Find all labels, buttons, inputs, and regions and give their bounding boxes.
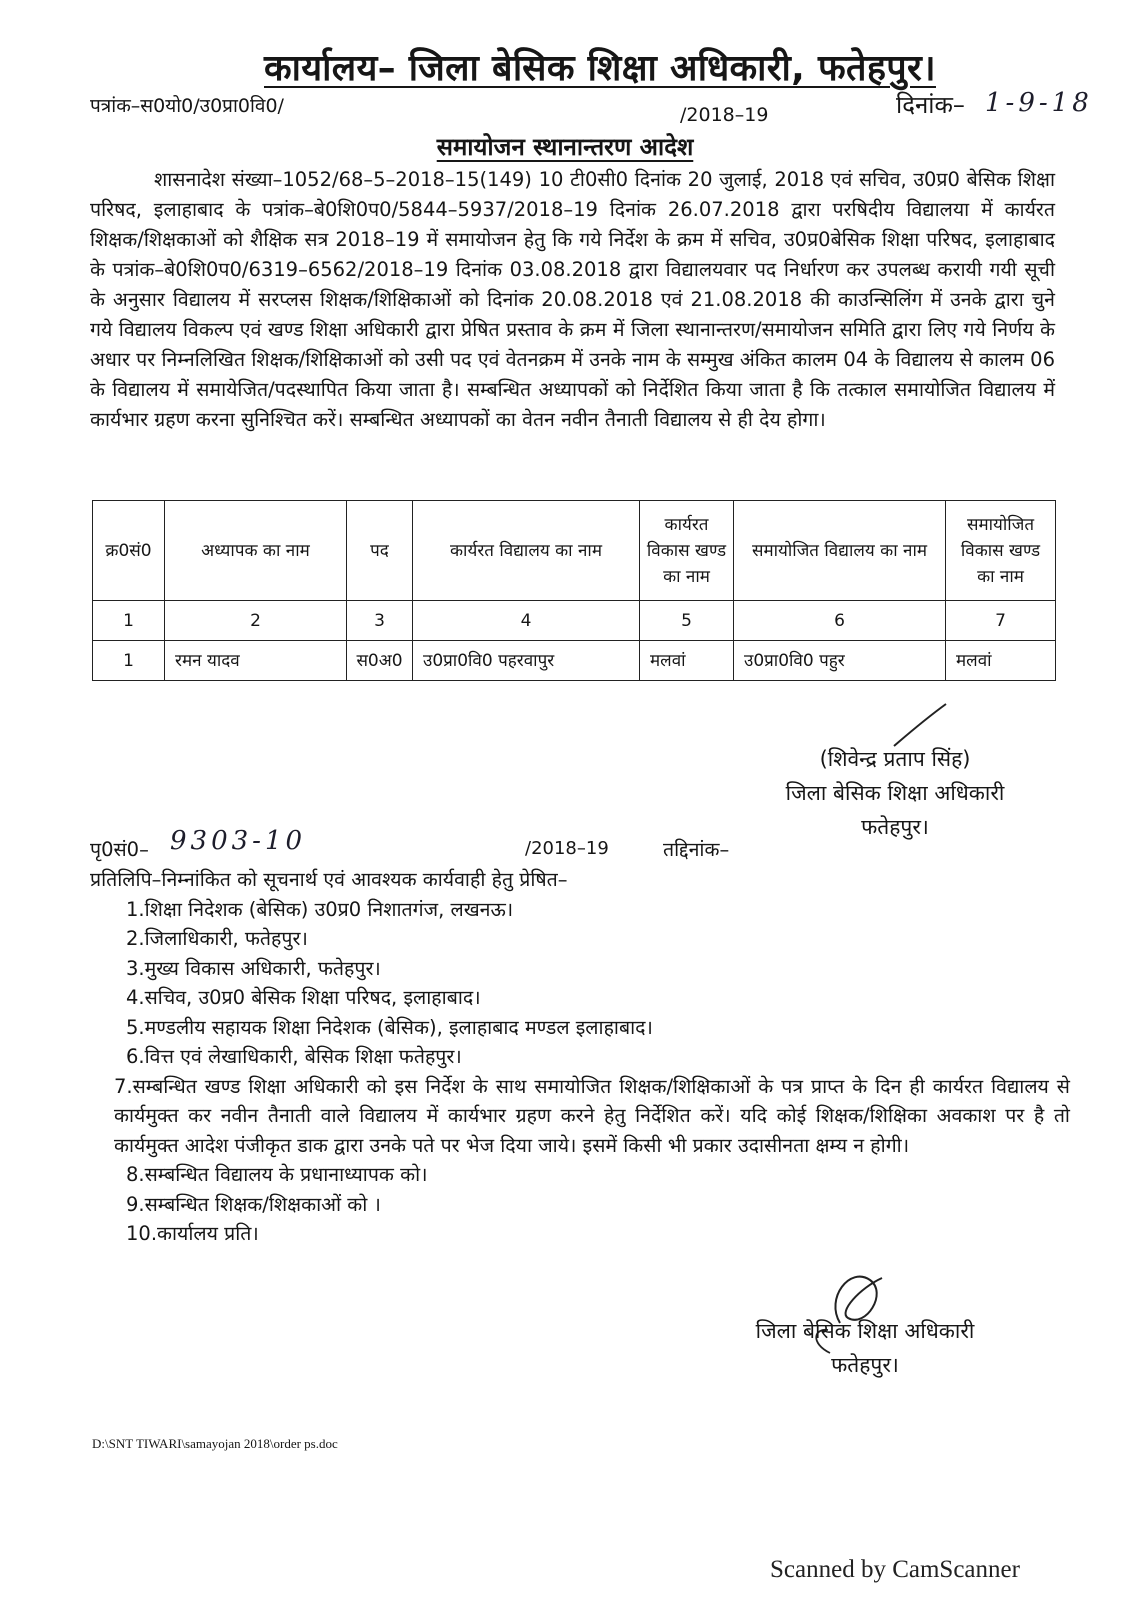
signatory-name: (शिवेन्द्र प्रताप सिंह) [819,747,971,771]
column-number: 7 [946,601,1056,641]
list-item: 10.कार्यालय प्रति। [126,1222,259,1245]
list-item: 7.सम्बन्धित खण्ड शिक्षा अधिकारी को इस निर्देश के साथ समायोजित शिक्षक/शिक्षिकाओं के पत्र प्राप्त के दिन ही कार्यरत विद्यालय से कार्यमुक्त कर नवीन तैनाती वाले विद्यालय में कार्यभार ग्रहण करने हेतु निर्देशित करें। यदि कोई शिक्षक/शिक्षिका अवकाश पर है तो कार्यमुक्त आदेश पंजीकृत डाक द्वारा उनके पते पर भेज दिया जाये। इसमें किसी भी प्रकार उदासीनता क्षम्य न होगी। [114,1074,1070,1157]
copy-intro: प्रतिलिपि–निम्नांकित को सूचनार्थ एवं आवश्यक कार्यवाही हेतु प्रेषित– [90,868,568,891]
list-item: 5.मण्डलीय सहायक शिक्षा निदेशक (बेसिक), इलाहाबाद मण्डल इलाहाबाद। [126,1015,653,1039]
signatory-block [760,742,1030,844]
list-item: 3.मुख्य विकास अधिकारी, फतेहपुर। [126,956,381,980]
col-header-new-block: समायोजित विकास खण्ड का नाम [946,501,1056,601]
handwritten-date: 1-9-18 [985,88,1093,118]
col-header-serial: क्र0सं0 [93,501,165,601]
table-header-row [93,501,1056,601]
cell-new-block: मलवां [946,641,1056,681]
list-item: 1.शिक्षा निदेशक (बेसिक) उ0प्र0 निशातगंज, लखनऊ। [126,897,514,921]
subject-heading: समायोजन स्थानान्तरण आदेश [436,133,694,161]
signatory-place: फतेहपुर। [861,815,929,839]
endorsement-session: /2018–19 [525,838,609,859]
cell-current-school: उ0प्रा0वि0 पहरवापुर [413,641,640,681]
list-item: 2.जिलाधिकारी, फतेहपुर। [126,927,308,950]
file-path: D:\SNT TIWARI\samayojan 2018\order ps.doc [92,1436,338,1451]
column-number: 4 [413,601,640,641]
cell-teacher-name: रमन यादव [165,641,347,681]
col-header-current-school: कार्यरत विद्यालय का नाम [413,501,640,601]
office-title: कार्यालय– जिला बेसिक शिक्षा अधिकारी, फतेहपुर। [264,48,936,89]
bottom-signatory-designation: जिला बेसिक शिक्षा अधिकारी [755,1319,975,1343]
signatory-designation: जिला बेसिक शिक्षा अधिकारी [785,781,1005,805]
order-body: शासनादेश संख्या–1052/68–5–2018–15(149) 10 टी0सी0 दिनांक 20 जुलाई, 2018 एवं सचिव, उ0प्र0 बेसिक शिक्षा परिषद, इलाहाबाद के पत्रांक–बे0शि0प0/5844–5937/2018–19 दिनांक 26.07.2018 द्वारा परषिदीय विद्यालया में कार्यरत शिक्षक/शिक्षकाओं को शैक्षिक सत्र 2018–19 में समायोजन हेतु कि गये निर्देश के क्रम में सचिव, उ0प्र0बेसिक शिक्षा परिषद, इलाहाबाद के पत्रांक–बे0शि0प0/6319–6562/2018–19 दिनांक 03.08.2018 द्वारा विद्यालयवार पद निर्धारण कर उपलब्ध करायी गयी सूची के अनुसार विद्यालय में सरप्लस शिक्षक/शिक्षिकाओं को दिनांक 20.08.2018 एवं 21.08.2018 की काउन्सिलिंग में उनके द्वारा चुने गये विद्यालय विकल्प एवं खण्ड शिक्षा अधिकारी द्वारा प्रेषित प्रस्ताव के क्रम में जिला स्थानान्तरण/समायोजन समिति द्वारा लिए गये निर्णय के अधार पर निम्नलिखित शिक्षक/शिक्षिकाओं को उसी पद एवं वेतनक्रम में उनके नाम के सम्मुख अंकित कालम 04 के विद्यालय से कालम 06 के विद्यालय में समायेजित/पदस्थापित किया जाता है। सम्बन्धित अध्यापकों को निर्देशित किया जाता है कि तत्काल समायोजित विद्यालय में कार्यभार ग्रहण करना सुनिश्चित करें। सम्बन्धित अध्यापकों का वेतन नवीन तैनाती विद्यालय से ही देय होगा। [90,168,1055,431]
endorsement-same-date: तद्दिनांक– [663,838,730,861]
cell-new-school: उ0प्रा0वि0 पहुर [734,641,946,681]
column-number: 5 [640,601,734,641]
table-row [93,641,1056,681]
column-number: 6 [734,601,946,641]
list-item: 8.सम्बन्धित विद्यालय के प्रधानाध्यापक को। [126,1163,428,1186]
copy-list [90,865,1070,1249]
endorsement-ref-label: पृ0सं0– [90,838,149,861]
cell-current-block: मलवां [640,641,734,681]
transfer-table [92,500,1056,681]
col-header-teacher-name: अध्यापक का नाम [165,501,347,601]
column-number-row [93,601,1056,641]
cell-serial: 1 [93,641,165,681]
scanner-watermark: Scanned by CamScanner [770,1556,1020,1583]
col-header-new-school: समायोजित विद्यालय का नाम [734,501,946,601]
date-label: दिनांक– [896,91,965,119]
list-item: 4.सचिव, उ0प्र0 बेसिक शिक्षा परिषद, इलाहाबाद। [126,986,481,1009]
bottom-signatory-block [730,1314,1000,1382]
bottom-signatory-place: फतेहपुर। [831,1353,899,1377]
letter-session: /2018–19 [680,104,769,126]
col-header-post: पद [347,501,413,601]
list-item: 9.सम्बन्धित शिक्षक/शिक्षकाओं को । [126,1192,381,1216]
column-number: 3 [347,601,413,641]
list-item: 6.वित्त एवं लेखाधिकारी, बेसिक शिक्षा फतेहपुर। [126,1045,462,1068]
col-header-current-block: कार्यरत विकास खण्ड का नाम [640,501,734,601]
column-number: 1 [93,601,165,641]
endorsement-ref-number: 9303-10 [170,826,307,856]
cell-post: स0अ0 [347,641,413,681]
letter-number: पत्रांक–स0यो0/उ0प्रा0वि0/ [90,95,284,117]
column-number: 2 [165,601,347,641]
